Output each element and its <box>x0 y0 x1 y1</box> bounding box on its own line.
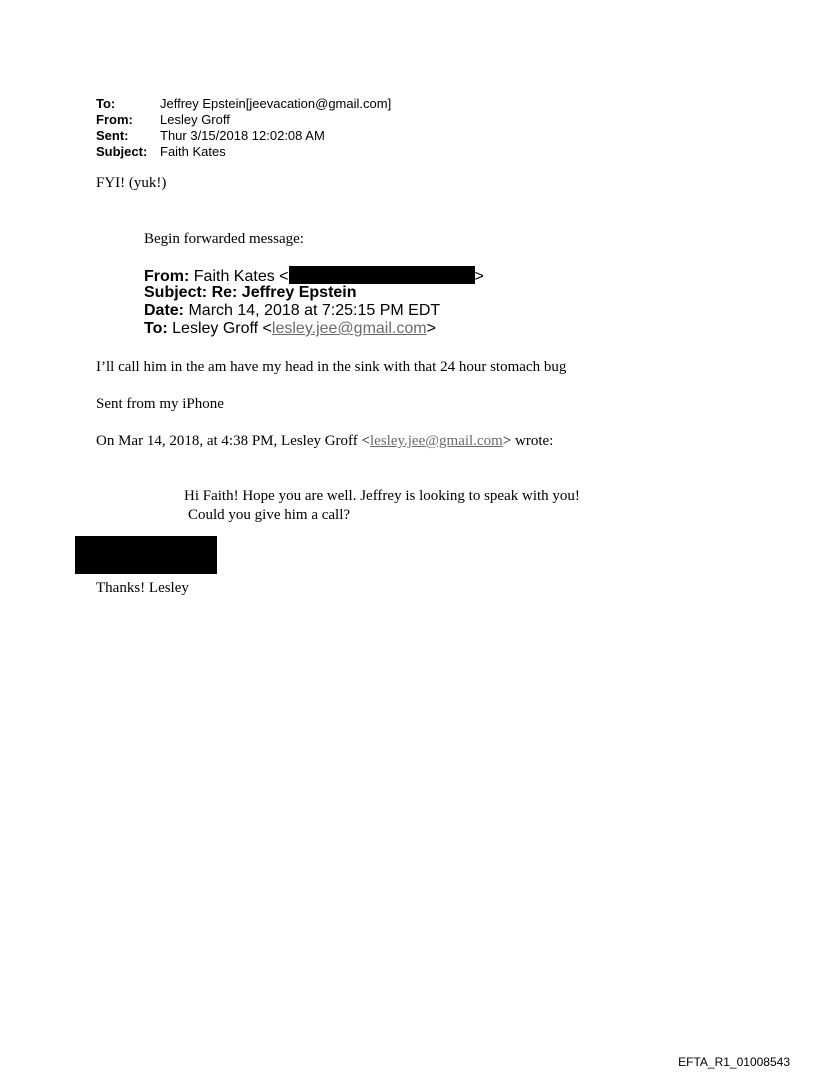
email-header <box>96 96 391 160</box>
quote-attribution <box>96 432 553 450</box>
redaction-bar <box>289 266 475 284</box>
forwarded-from-close: > <box>474 268 484 285</box>
forwarded-date-value: March 14, 2018 at 7:25:15 PM EDT <box>188 302 441 319</box>
header-subject-label: Subject: <box>96 144 148 159</box>
original-thanks: Thanks! Lesley <box>96 580 189 596</box>
forwarded-to-line <box>144 320 436 338</box>
forwarded-to-email-link[interactable]: lesley.jee@gmail.com <box>271 320 427 337</box>
header-to-value: Jeffrey Epstein[jeevacation@gmail.com] <box>160 96 392 111</box>
header-sent-value: Thur 3/15/2018 12:02:08 AM <box>160 128 325 143</box>
header-sent-row <box>96 128 391 144</box>
forwarded-to-name: Lesley Groff < <box>172 320 272 337</box>
forwarded-date-line <box>144 302 440 320</box>
header-subject-value: Faith Kates <box>160 144 226 159</box>
quote-suffix: > wrote: <box>502 433 554 449</box>
begin-forwarded-label: Begin forwarded message: <box>144 231 304 247</box>
original-line-2: Could you give him a call? <box>188 507 351 523</box>
forwarded-subject-label: Subject: <box>144 284 208 301</box>
header-to-row <box>96 96 391 112</box>
forwarded-subject-value: Re: Jeffrey Epstein <box>211 284 357 301</box>
forwarded-to-close: > <box>426 320 436 337</box>
fyi-note: FYI! (yuk!) <box>96 175 167 191</box>
original-line-1: Hi Faith! Hope you are well. Jeffrey is looking to speak with you! <box>184 488 580 504</box>
forwarded-from-value: Faith Kates < <box>193 268 289 285</box>
header-from-value: Lesley Groff <box>160 112 230 127</box>
quote-prefix: On Mar 14, 2018, at 4:38 PM, Lesley Groff < <box>96 433 370 449</box>
forwarded-subject-line <box>144 284 357 302</box>
document-id-footer: EFTA_R1_01008543 <box>678 1055 790 1069</box>
reply-text: I’ll call him in the am have my head in the sink with that 24 hour stomach bug <box>96 359 567 375</box>
quote-email-link[interactable]: lesley.jee@gmail.com <box>369 433 503 449</box>
reply-signature: Sent from my iPhone <box>96 396 224 412</box>
header-to-label: To: <box>96 96 116 111</box>
forwarded-date-label: Date: <box>144 302 185 319</box>
header-from-label: From: <box>96 112 133 127</box>
header-subject-row <box>96 144 391 160</box>
header-sent-label: Sent: <box>96 128 129 143</box>
redaction-block <box>75 536 217 574</box>
header-from-row <box>96 112 391 128</box>
forwarded-from-label: From: <box>144 268 190 285</box>
forwarded-from-line <box>144 266 484 286</box>
forwarded-to-label: To: <box>144 320 168 337</box>
